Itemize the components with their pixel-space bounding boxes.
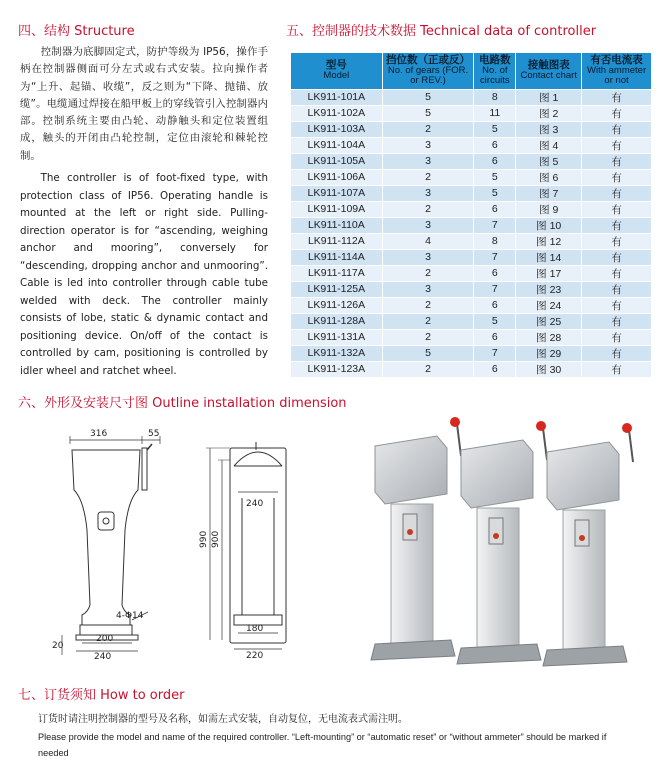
cell-gears: 5 [382,89,474,105]
cell-circuits: 8 [474,89,516,105]
cell-ammeter: 有 [582,281,652,297]
structure-en-text: The controller is of foot-fixed type, with protection class of IP56. Operating handle is mounted at the left or right side. Pulling-direction operator is for “ascending, weighing anchor and mooring”, conversely for “descending, dropping anchor and unmooring”. Cable is led into controller through cable tube welded with deck. The controller mainly consists of lobe, static & dynamic contact and positioning device. On/off of the contact is controlled by cam, positioning is controlled by idler wheel and ratchet wheel. [20,172,268,377]
cell-model: LK911-110A [291,217,383,233]
cell-ammeter: 有 [582,185,652,201]
dim-55: 55 [148,429,160,439]
cell-gears: 3 [382,217,474,233]
cell-model: LK911-131A [291,329,383,345]
cell-ammeter: 有 [582,217,652,233]
cell-ammeter: 有 [582,313,652,329]
order-en-text: Please provide the model and name of the required controller. “Left-mounting” or “automatic reset” or “without ammeter” should be marked if needed [38,732,607,758]
outline-heading: 六、外形及安装尺寸图 Outline installation dimension [18,396,347,411]
table-row [291,361,652,377]
technical-heading: 五、控制器的技术数据 Technical data of controller [286,24,597,39]
technical-data-table [290,52,652,378]
cell-circuits: 6 [474,265,516,281]
cell-gears: 4 [382,233,474,249]
table-row [291,105,652,121]
cell-circuits: 11 [474,105,516,121]
cell-circuits: 5 [474,169,516,185]
cell-gears: 2 [382,313,474,329]
cell-model: LK911-107A [291,185,383,201]
cell-contact-chart: 图 6 [516,169,582,185]
table-row [291,281,652,297]
cell-ammeter: 有 [582,329,652,345]
cell-ammeter: 有 [582,361,652,377]
table-row [291,153,652,169]
cell-contact-chart: 图 5 [516,153,582,169]
cell-contact-chart: 图 2 [516,105,582,121]
cell-model: LK911-101A [291,89,383,105]
cell-model: LK911-117A [291,265,383,281]
cell-ammeter: 有 [582,153,652,169]
cell-model: LK911-114A [291,249,383,265]
cell-contact-chart: 图 14 [516,249,582,265]
table-row [291,169,652,185]
cell-ammeter: 有 [582,121,652,137]
cell-circuits: 6 [474,153,516,169]
col-gears: 挡位数（正或反） No. of gears (FOR. or REV.) [382,53,474,90]
dim-220: 220 [246,651,264,660]
cell-model: LK911-104A [291,137,383,153]
cell-circuits: 7 [474,345,516,361]
cell-model: LK911-102A [291,105,383,121]
cell-circuits: 7 [474,281,516,297]
col-contact-chart: 接触图表 Contact chart [516,53,582,90]
cell-gears: 2 [382,121,474,137]
col-circuits: 电路数 No. of circuits [474,53,516,90]
cell-model: LK911-105A [291,153,383,169]
cell-contact-chart: 图 25 [516,313,582,329]
cell-ammeter: 有 [582,137,652,153]
cell-circuits: 5 [474,313,516,329]
cell-model: LK911-109A [291,201,383,217]
controller-product-photo [355,412,655,667]
cell-circuits: 6 [474,361,516,377]
cell-ammeter: 有 [582,249,652,265]
dim-240-top: 240 [246,499,264,509]
table-row [291,249,652,265]
cell-gears: 2 [382,265,474,281]
cell-ammeter: 有 [582,297,652,313]
table-row [291,137,652,153]
cell-circuits: 6 [474,137,516,153]
table-row [291,217,652,233]
order-cn-text: 订货时请注明控制器的型号及名称，如需左式安装，自动复位，无电流表式需注明。 [38,714,408,725]
cell-gears: 3 [382,137,474,153]
cell-contact-chart: 图 28 [516,329,582,345]
cell-model: LK911-103A [291,121,383,137]
cell-contact-chart: 图 12 [516,233,582,249]
dim-20: 20 [52,641,64,651]
col-ammeter: 有否电流表 With ammeter or not [582,53,652,90]
cell-circuits: 6 [474,201,516,217]
cell-gears: 2 [382,329,474,345]
table-row [291,89,652,105]
cell-circuits: 5 [474,185,516,201]
cell-contact-chart: 图 24 [516,297,582,313]
table-row [291,329,652,345]
cell-model: LK911-123A [291,361,383,377]
cell-gears: 2 [382,361,474,377]
table-row [291,265,652,281]
cell-gears: 3 [382,185,474,201]
table-row [291,313,652,329]
structure-heading: 四、结构 Structure [18,24,135,39]
cell-ammeter: 有 [582,345,652,361]
cell-model: LK911-126A [291,297,383,313]
cell-ammeter: 有 [582,169,652,185]
cell-gears: 5 [382,105,474,121]
dim-900: 900 [211,530,221,548]
cell-model: LK911-125A [291,281,383,297]
cell-contact-chart: 图 10 [516,217,582,233]
cell-contact-chart: 图 9 [516,201,582,217]
cell-model: LK911-112A [291,233,383,249]
col-model: 型号 Model [291,53,383,90]
dim-990: 990 [199,530,209,548]
cell-model: LK911-132A [291,345,383,361]
cell-contact-chart: 图 30 [516,361,582,377]
structure-text [20,44,268,380]
cell-contact-chart: 图 4 [516,137,582,153]
cell-circuits: 7 [474,249,516,265]
table-row [291,233,652,249]
cell-circuits: 7 [474,217,516,233]
cell-gears: 2 [382,169,474,185]
table-row [291,121,652,137]
cell-ammeter: 有 [582,233,652,249]
cell-contact-chart: 图 29 [516,345,582,361]
cell-contact-chart: 图 7 [516,185,582,201]
cell-contact-chart: 图 3 [516,121,582,137]
cell-gears: 3 [382,249,474,265]
cell-model: LK911-106A [291,169,383,185]
table-header-row [291,53,652,90]
cell-ammeter: 有 [582,265,652,281]
cell-gears: 3 [382,153,474,169]
structure-cn-text: 控制器为底脚固定式，防护等级为 IP56，操作手柄在控制器侧面可分左式或右式安装。拉向操作者为“上升、起锚、收缆”，反之则为“下降、抛锚、放缆”。电缆通过焊接在船甲板上的穿线管引入控制器内部。控制系统主要由凸轮、动静触头和定位装置组成，触头的开闭由凸轮控制，定位由滚轮和棘轮控制。 [20,46,268,162]
table-row [291,297,652,313]
cell-circuits: 5 [474,121,516,137]
table-row [291,345,652,361]
cell-contact-chart: 图 1 [516,89,582,105]
dim-240: 240 [94,652,112,660]
order-heading: 七、订货须知 How to order [18,688,185,703]
cell-contact-chart: 图 23 [516,281,582,297]
cell-ammeter: 有 [582,105,652,121]
dim-316: 316 [90,429,108,439]
dim-200: 200 [96,634,114,644]
table-body [291,89,652,377]
outline-drawing [20,420,290,660]
cell-gears: 5 [382,345,474,361]
cell-ammeter: 有 [582,89,652,105]
cell-circuits: 6 [474,329,516,345]
dim-hole: 4-Φ14 [116,611,144,621]
cell-circuits: 6 [474,297,516,313]
cell-circuits: 8 [474,233,516,249]
cell-ammeter: 有 [582,201,652,217]
cell-gears: 2 [382,297,474,313]
cell-gears: 3 [382,281,474,297]
table-row [291,185,652,201]
cell-gears: 2 [382,201,474,217]
cell-contact-chart: 图 17 [516,265,582,281]
cell-model: LK911-128A [291,313,383,329]
dim-180: 180 [246,624,264,634]
table-row [291,201,652,217]
